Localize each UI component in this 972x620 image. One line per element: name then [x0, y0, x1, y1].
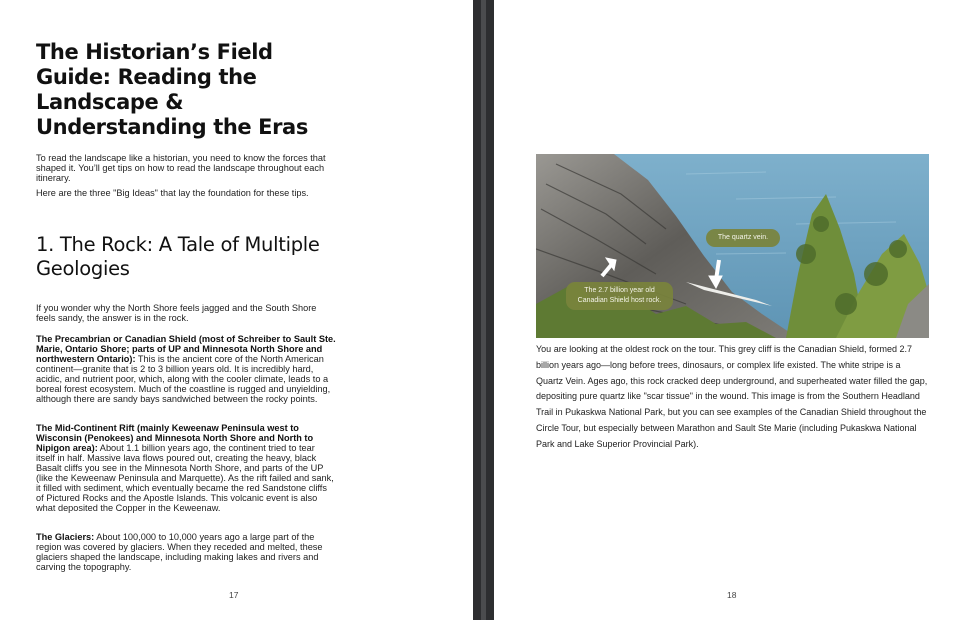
era-heading: The Mid-Continent Rift (mainly Keweenaw Peninsula west to Wisconsin (Penokees) and Minnesota North Shore and North to Nipigon area):: [36, 423, 314, 454]
photo-caption: You are looking at the oldest rock on the tour. This grey cliff is the Canadian Shield, formed 2.7 billion years ago—long before trees, dinosaurs, or complex life existed. The white stripe is a Quartz Vein. Ages ago, this rock cracked deep underground, and superheated water filled the gap, depositing pure quartz like "scar tissue" in the wound. This image is from the Southern Headland Trail in Pukaskwa National Park, but you can see examples of the Canadian Shield throughout the Circle Tour, but especially between Marathon and Sault Ste Marie (including Pukaskwa National Park and Lake Superior Provincial Park).: [536, 344, 928, 449]
era-glaciers: [36, 532, 336, 572]
era-body: About 1.1 billion years ago, the continent tried to tear itself in half. Massive lava flows poured out, creating the heavy, black Basalt cliffs you see in the Minnesota North Shore, and parts of the UP (like the Keweenaw Peninsula and Marquette). As the rift failed and sank, it filled with sediment, which eventually became the red Sandstone cliffs of Pictured Rocks and the Apostle Islands. This volcanic event is also what deposited the Copper in the Keweenaw.: [36, 443, 334, 514]
era-mid-continent-rift: [36, 423, 336, 513]
page-18: [494, 0, 972, 620]
era-precambrian: [36, 334, 336, 404]
page-17-content: [36, 40, 336, 572]
gutter-bar: [481, 0, 486, 620]
callout-canadian-shield: The 2.7 billion year old Canadian Shield host rock.: [566, 282, 673, 310]
callout-quartz-vein: The quartz vein.: [706, 229, 780, 247]
page-number: 18: [727, 590, 737, 600]
era-heading: The Precambrian or Canadian Shield (most of Schreiber to Sault Ste. Marie, Ontario Shore; parts of UP and Minnesota North Shore and northwestern Ontario):: [36, 334, 336, 365]
page-title: The Historian’s Field Guide: Reading the Landscape & Understanding the Eras: [36, 40, 308, 139]
canadian-shield-photo: [536, 154, 929, 338]
page-17: [0, 0, 473, 620]
section-lead: If you wonder why the North Shore feels jagged and the South Shore feels sandy, the answer is in the rock.: [36, 302, 317, 324]
intro-paragraph-2: Here are the three "Big Ideas" that lay the foundation for these tips.: [36, 187, 309, 198]
page-number: 17: [229, 590, 239, 600]
section-title: 1. The Rock: A Tale of Multiple Geologies: [36, 232, 320, 280]
page-gutter: [473, 0, 494, 620]
era-body: This is the ancient core of the North American continent—granite that is 2 to 3 billion years old. It is incredibly hard, acidic, and nutrient poor, which, along with the cooler climate, leads to a boreal forest ecosystem. Much of the coastline is rugged and unyielding, although there are sandy bays sandwiched between the rocky points.: [36, 354, 331, 405]
era-heading: The Glaciers:: [36, 532, 95, 543]
era-body: About 100,000 to 10,000 years ago a large part of the region was covered by glaciers. When they receded and melted, these glaciers shaped the landscape, including making lakes and rivers and carving the topography.: [36, 532, 323, 573]
intro-paragraph-1: To read the landscape like a historian, you need to know the forces that shaped it. You’ll get tips on how to read the landscape throughout each itinerary.: [36, 153, 326, 184]
intro-text: [36, 153, 336, 198]
